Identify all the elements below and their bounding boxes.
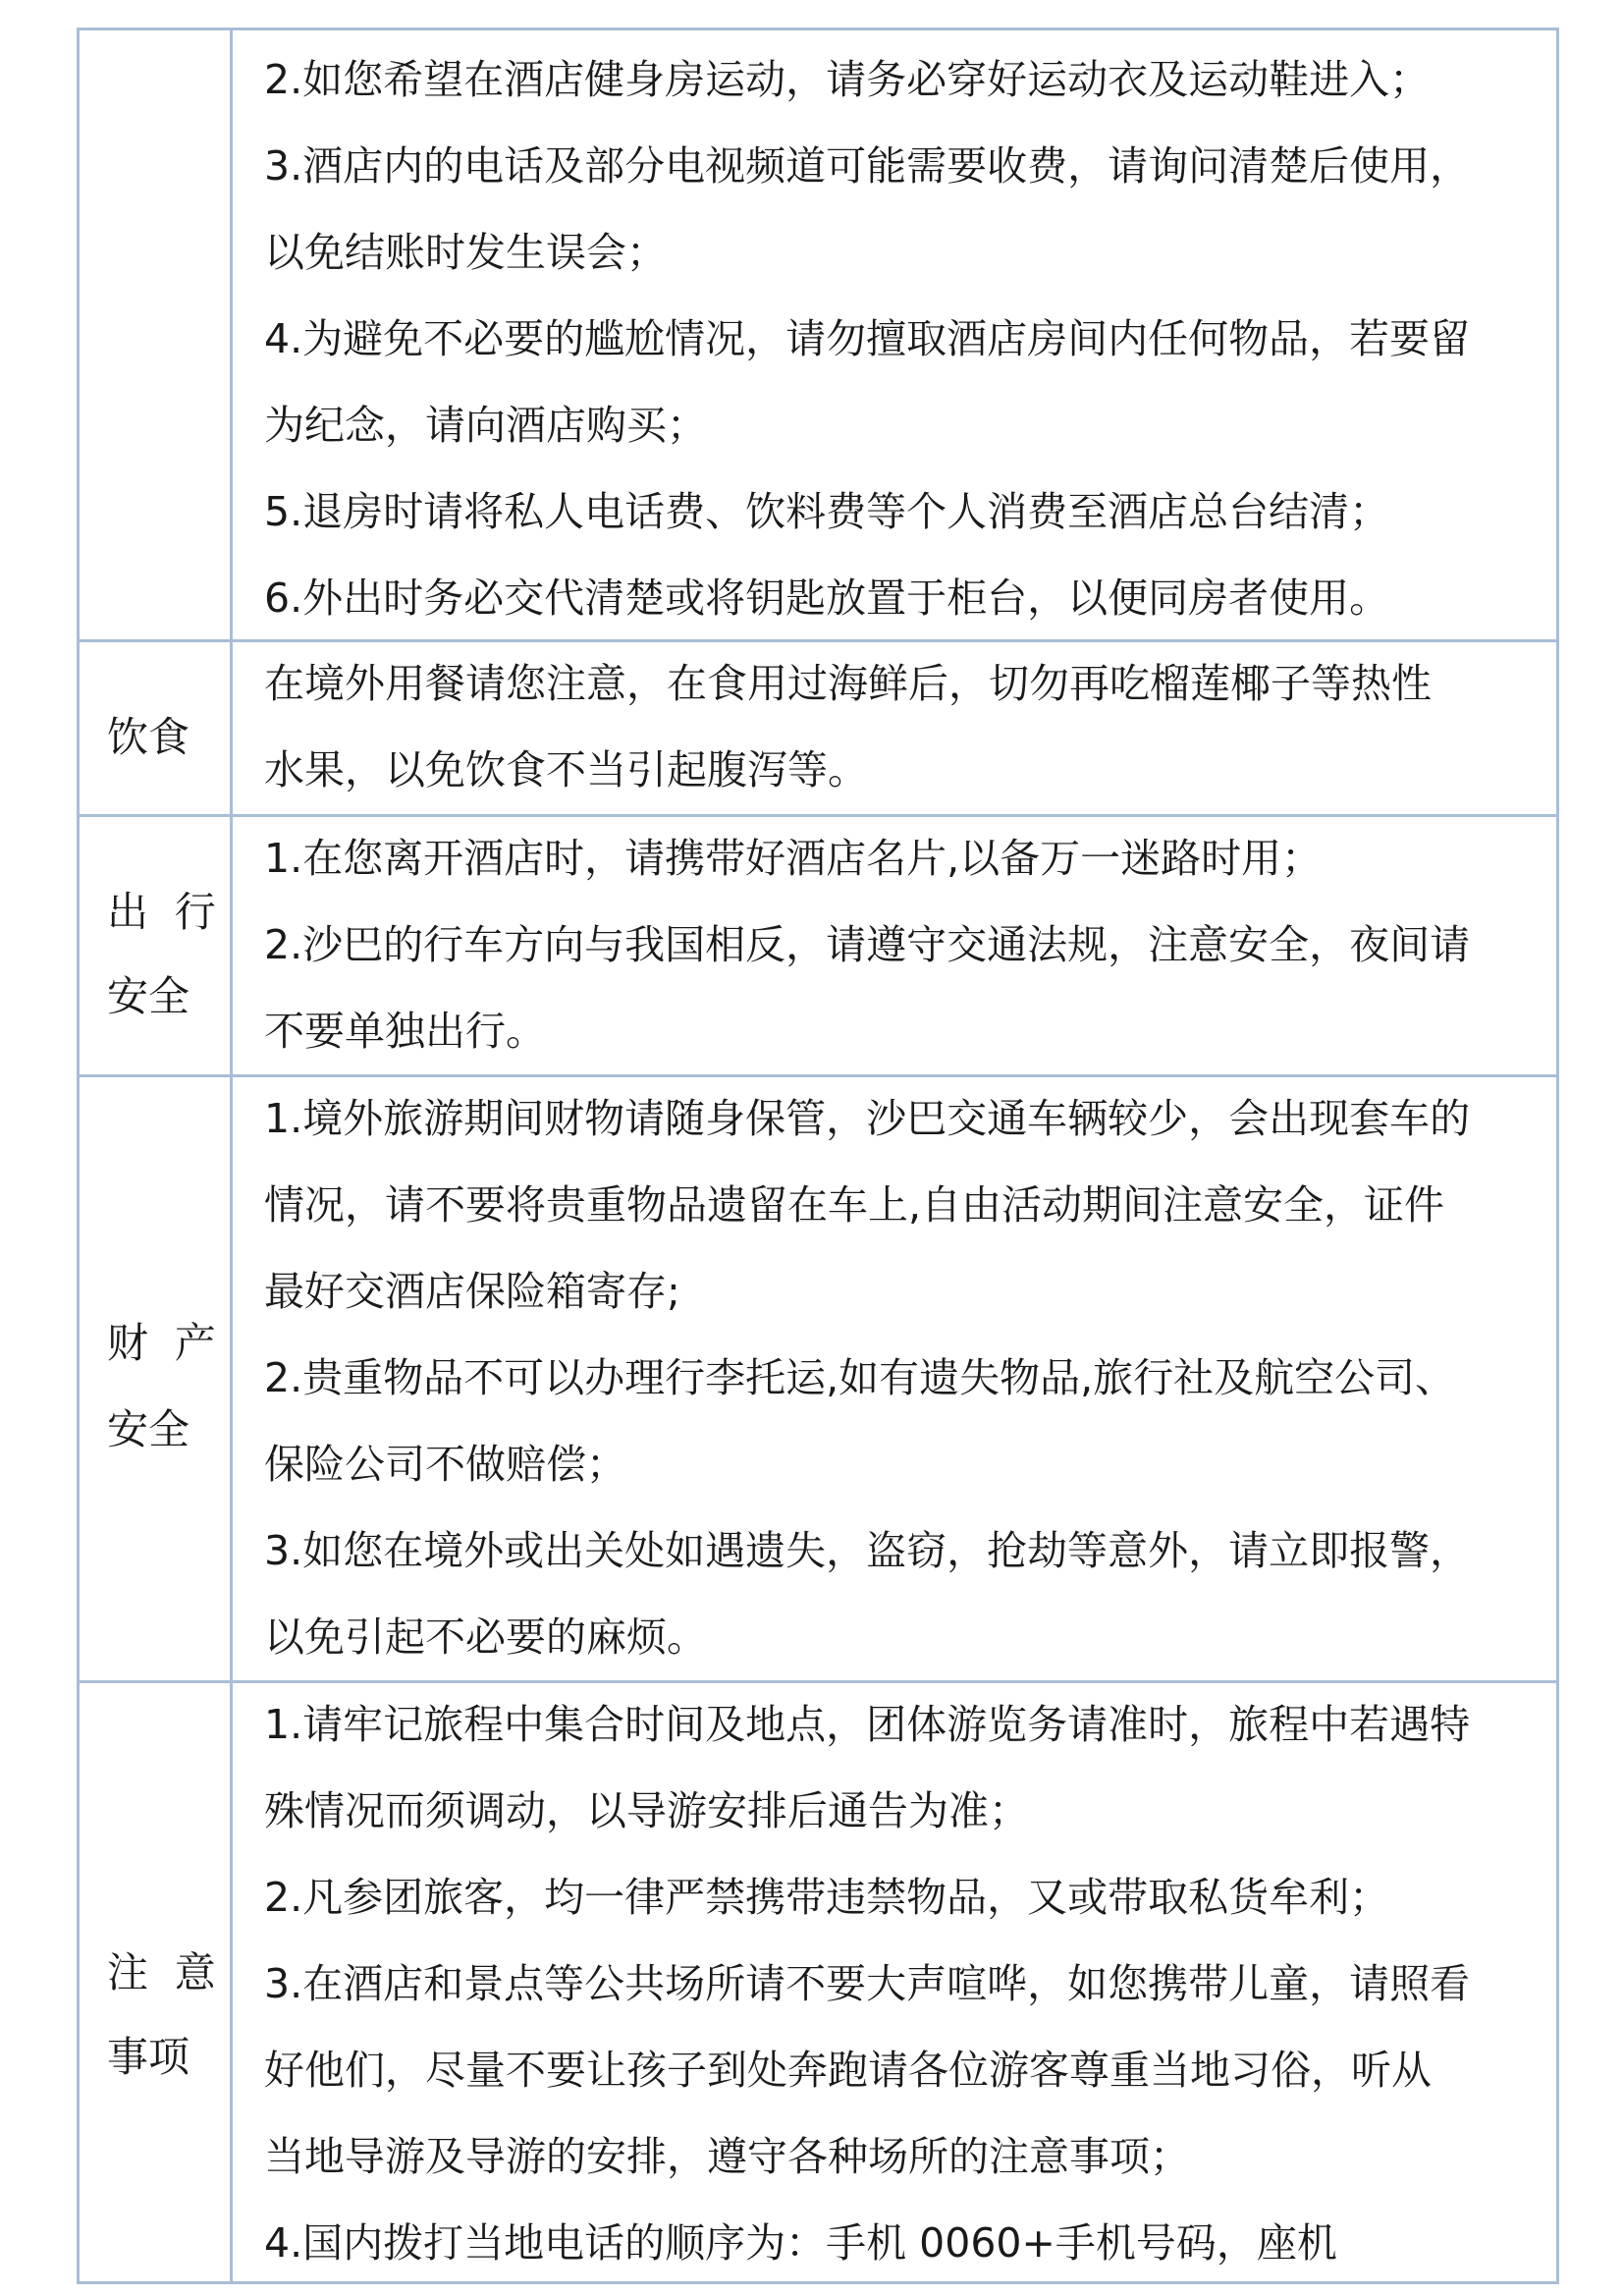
- content-line: 4.国内拨打当地电话的顺序为：手机 0060+手机号码，座机: [264, 2219, 1337, 2267]
- content-line: 最好交酒店保险箱寄存;: [264, 1268, 680, 1315]
- row-label: 注 意: [107, 1948, 216, 1996]
- content-line: 3.如您在境外或出关处如遇遗失，盗窃，抢劫等意外，请立即报警，: [264, 1527, 1471, 1574]
- content-line: 在境外用餐请您注意，在食用过海鲜后，切勿再吃榴莲椰子等热性: [264, 660, 1432, 707]
- content-line: 3.在酒店和景点等公共场所请不要大声喧哗，如您携带儿童，请照看: [264, 1960, 1471, 2007]
- row-label: 出 行: [107, 888, 216, 936]
- content-line: 1.请牢记旅程中集合时间及地点，团体游览务请准时，旅程中若遇特: [264, 1701, 1471, 1748]
- row-label: 安全: [107, 1405, 190, 1453]
- table-row-hotel: [80, 30, 1556, 639]
- table-row-notes: [80, 1680, 1556, 2281]
- content-line: 2.贵重物品不可以办理行李托运,如有遗失物品,旅行社及航空公司、: [264, 1354, 1456, 1401]
- content-line: 殊情况而须调动，以导游安排后通告为准；: [264, 1787, 1029, 1834]
- content-line: 1.在您离开酒店时，请携带好酒店名片,以备万一迷路时用；: [264, 835, 1323, 882]
- content-line: 5.退房时请将私人电话费、饮料费等个人消费至酒店总台结清；: [264, 488, 1390, 535]
- content-line: 不要单独出行。: [264, 1008, 546, 1055]
- row-content-cell: [233, 642, 1556, 814]
- row-content-cell: [233, 30, 1556, 639]
- row-label-cell: [80, 817, 233, 1074]
- table-row-diet: [80, 639, 1556, 814]
- content-line: 4.为避免不必要的尴尬情况，请勿擅取酒店房间内任何物品，若要留: [264, 315, 1471, 362]
- row-label-cell: [80, 642, 233, 814]
- content-line: 3.酒店内的电话及部分电视频道可能需要收费，请询问清楚后使用，: [264, 142, 1471, 190]
- row-label: 安全: [107, 972, 190, 1020]
- content-line: 为纪念，请向酒店购买；: [264, 402, 707, 449]
- content-line: 以免结账时发生误会；: [264, 229, 667, 276]
- table-row-property-safety: [80, 1074, 1556, 1680]
- content-line: 保险公司不做赔偿；: [264, 1441, 626, 1488]
- content-line: 水果，以免饮食不当引起腹泻等。: [264, 746, 868, 793]
- content-line: 2.凡参团旅客，均一律严禁携带违禁物品，又或带取私货牟利；: [264, 1874, 1390, 1921]
- content-line: 6.外出时务必交代清楚或将钥匙放置于柜台，以便同房者使用。: [264, 574, 1390, 622]
- row-label: 财 产: [107, 1319, 216, 1367]
- content-line: 1.境外旅游期间财物请随身保管，沙巴交通车辆较少，会出现套车的: [264, 1095, 1471, 1142]
- content-line: 以免引起不必要的麻烦。: [264, 1613, 707, 1661]
- content-line: 2.如您希望在酒店健身房运动，请务必穿好运动衣及运动鞋进入；: [264, 56, 1431, 103]
- content-line: 当地导游及导游的安排，遵守各种场所的注意事项；: [264, 2133, 1190, 2180]
- notice-table: [77, 27, 1559, 2284]
- content-line: 好他们，尽量不要让孩子到处奔跑请各位游客尊重当地习俗，听从: [264, 2047, 1432, 2094]
- row-label-cell: [80, 30, 233, 639]
- row-label: 事项: [107, 2033, 190, 2081]
- row-content-cell: [233, 1683, 1556, 2281]
- table-row-travel-safety: [80, 814, 1556, 1074]
- row-label-cell: [80, 1077, 233, 1680]
- row-content-cell: [233, 817, 1556, 1074]
- content-line: 情况，请不要将贵重物品遗留在车上,自由活动期间注意安全，证件: [264, 1181, 1445, 1229]
- content-line: 2.沙巴的行车方向与我国相反，请遵守交通法规，注意安全，夜间请: [264, 921, 1471, 968]
- row-label: 饮食: [107, 713, 190, 761]
- row-content-cell: [233, 1077, 1556, 1680]
- row-label-cell: [80, 1683, 233, 2281]
